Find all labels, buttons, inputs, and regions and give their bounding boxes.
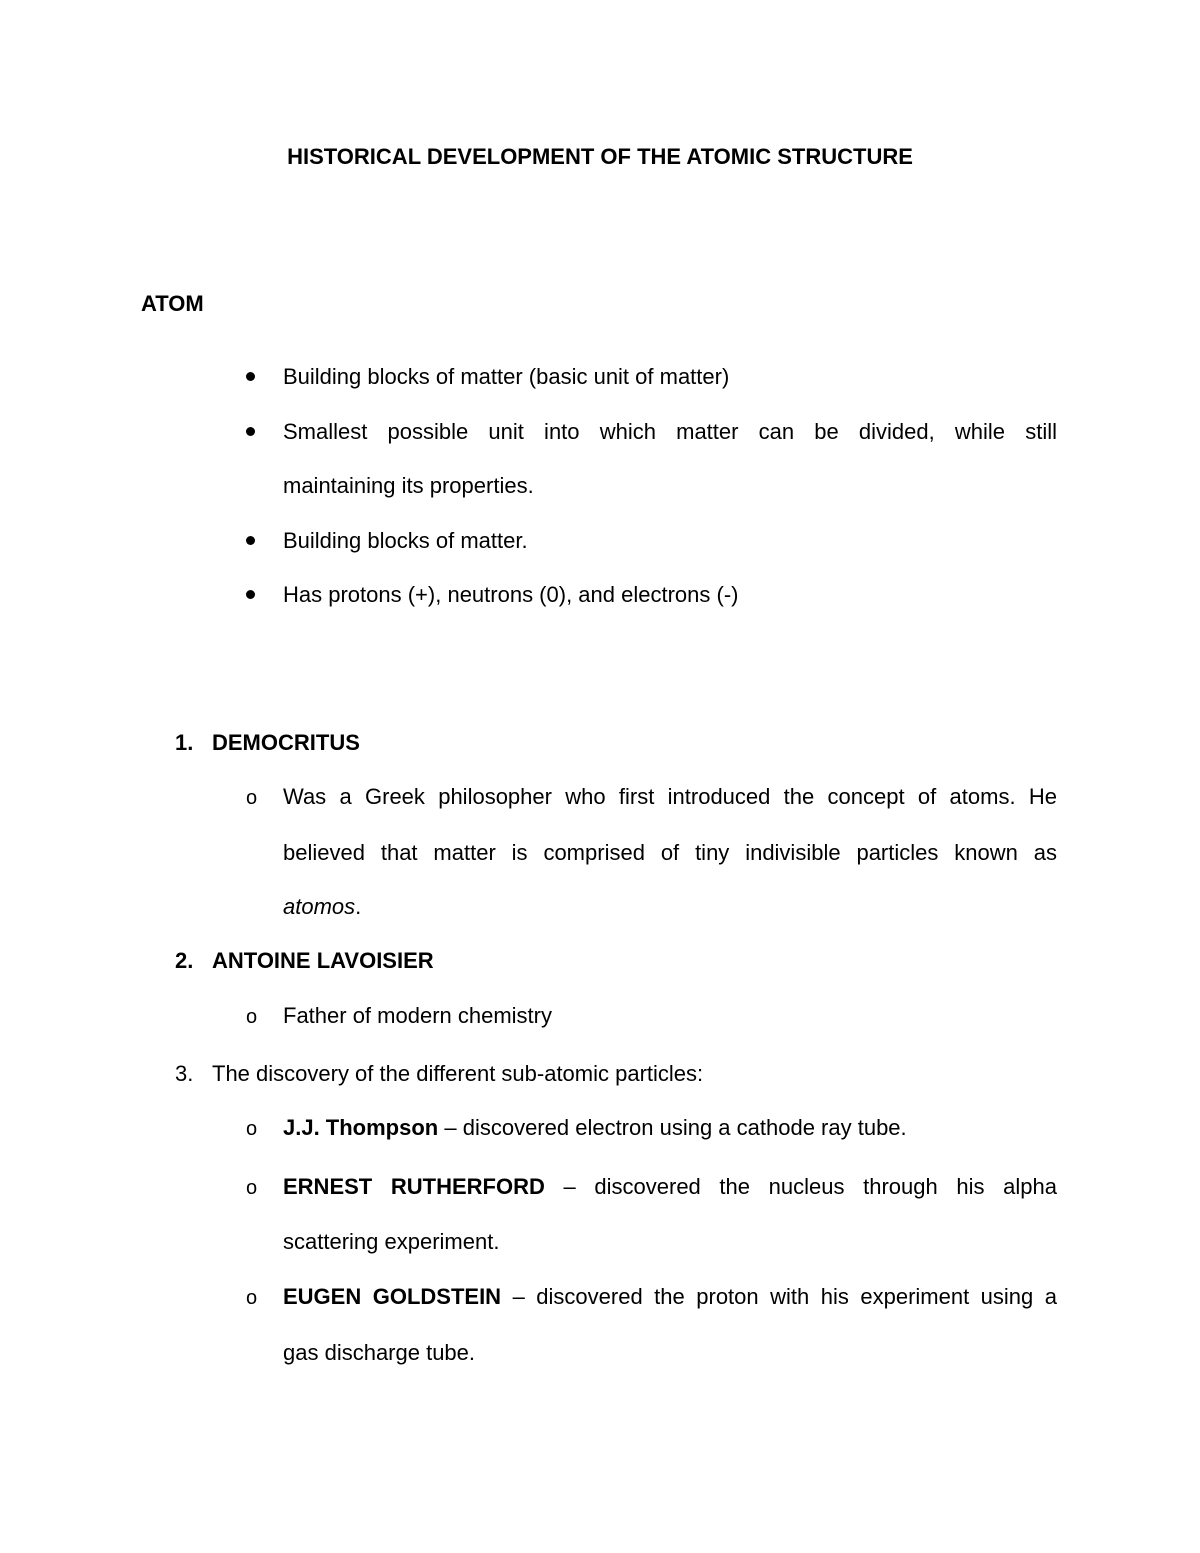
section-1-heading: DEMOCRITUS: [212, 730, 360, 755]
section-3-text: The discovery of the different sub-atomic particles:: [212, 1061, 704, 1086]
bullet-icon: [246, 536, 255, 545]
scientist-desc: – discovered the proton with his experiment using a: [501, 1284, 1057, 1309]
section-3-number: 3.: [175, 1061, 194, 1086]
scientist-name: ERNEST RUTHERFORD: [283, 1174, 545, 1199]
democritus-line-1: Was a Greek philosopher who first introduced the concept of atoms. He: [283, 784, 1057, 809]
bullet-icon: [246, 372, 255, 381]
atom-bullet-2: Smallest possible unit into which matter can be divided, while still: [283, 419, 1057, 444]
atom-bullet-1: Building blocks of matter (basic unit of matter): [283, 364, 730, 389]
page-title: HISTORICAL DEVELOPMENT OF THE ATOMIC STRUCTURE: [287, 144, 913, 169]
section-2-number: 2.: [175, 948, 194, 973]
section-2-heading: ANTOINE LAVOISIER: [212, 948, 434, 973]
bullet-icon: [246, 427, 255, 436]
atom-bullet-4: Has protons (+), neutrons (0), and electrons (-): [283, 582, 739, 607]
lavoisier-line-1: Father of modern chemistry: [283, 1003, 552, 1028]
goldstein-item: [283, 1286, 1057, 1308]
period: .: [355, 894, 362, 919]
circle-bullet-icon: o: [246, 1118, 258, 1140]
atomos-term: atomos: [283, 894, 356, 919]
circle-bullet-icon: o: [246, 1177, 258, 1199]
circle-bullet-icon: o: [246, 787, 258, 809]
democritus-line-2: believed that matter is comprised of tiny indivisible particles known as: [283, 840, 1057, 865]
democritus-line-3: [283, 896, 361, 918]
circle-bullet-icon: o: [246, 1287, 258, 1309]
bullet-icon: [246, 590, 255, 599]
scientist-name: EUGEN GOLDSTEIN: [283, 1284, 502, 1309]
rutherford-cont: scattering experiment.: [283, 1229, 500, 1254]
goldstein-cont: gas discharge tube.: [283, 1340, 476, 1365]
scientist-desc: – discovered electron using a cathode ray tube.: [438, 1115, 907, 1140]
scientist-name: J.J. Thompson: [283, 1115, 439, 1140]
circle-bullet-icon: o: [246, 1006, 258, 1028]
atom-heading: ATOM: [141, 291, 204, 316]
rutherford-item: [283, 1176, 1057, 1198]
atom-bullet-3: Building blocks of matter.: [283, 528, 528, 553]
section-1-number: 1.: [175, 730, 194, 755]
scientist-desc: – discovered the nucleus through his alpha: [544, 1174, 1057, 1199]
atom-bullet-2-cont: maintaining its properties.: [283, 473, 534, 498]
thompson-item: [283, 1117, 907, 1139]
